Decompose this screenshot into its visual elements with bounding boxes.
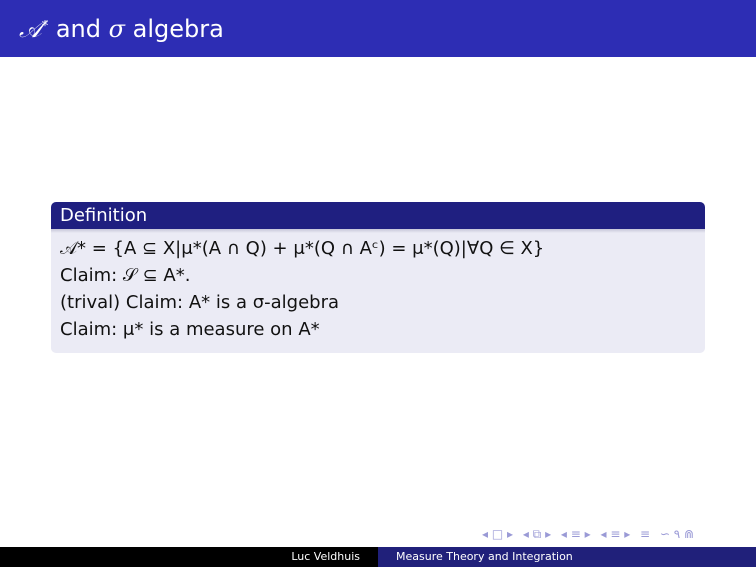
footer	[0, 547, 756, 567]
footer-title-panel	[378, 547, 756, 567]
footer-short-title: Measure Theory and Integration	[396, 550, 573, 563]
nav-document-icon[interactable]: ◂ ≡ ▸	[600, 527, 631, 541]
title-and: and	[48, 15, 109, 43]
definition-line-measurable-sets: 𝒜* = {A ⊆ X|μ*(A ∩ Q) + μ*(Q ∩ Aᶜ) = μ*(Q)|∀Q ∈ X}	[60, 238, 545, 259]
title-sigma: σ	[108, 15, 126, 43]
footer-author: Luc Veldhuis	[291, 550, 360, 563]
definition-block-header	[51, 202, 705, 229]
nav-section-icon[interactable]: ◂ ≡ ▸	[560, 527, 591, 541]
title-star: *	[41, 19, 49, 34]
frame-title	[19, 15, 224, 43]
title-rest: algebra	[125, 15, 224, 43]
nav-search-back-icon[interactable]: ∽ ۹ ⋒	[659, 527, 695, 541]
claim-line-measure: Claim: μ* is a measure on A*	[60, 319, 320, 340]
definition-block-title: Definition	[60, 205, 148, 226]
claim-line-semiring-subset: Claim: 𝒮 ⊆ A*.	[60, 265, 191, 286]
beamer-navigation-symbols[interactable]	[482, 527, 742, 543]
definition-block-body	[51, 233, 705, 343]
nav-subsection-icon[interactable]: ◂ ⧉ ▸	[522, 527, 552, 541]
claim-line-sigma-algebra: (trival) Claim: A* is a σ-algebra	[60, 292, 340, 313]
definition-block	[51, 202, 705, 353]
footer-author-panel	[0, 547, 378, 567]
nav-appendix-icon[interactable]: ≡	[640, 527, 651, 541]
frame-title-bar	[0, 0, 756, 57]
nav-frame-icon[interactable]: ◂ □ ▸	[482, 527, 514, 541]
title-math-a: 𝒜	[19, 15, 42, 43]
